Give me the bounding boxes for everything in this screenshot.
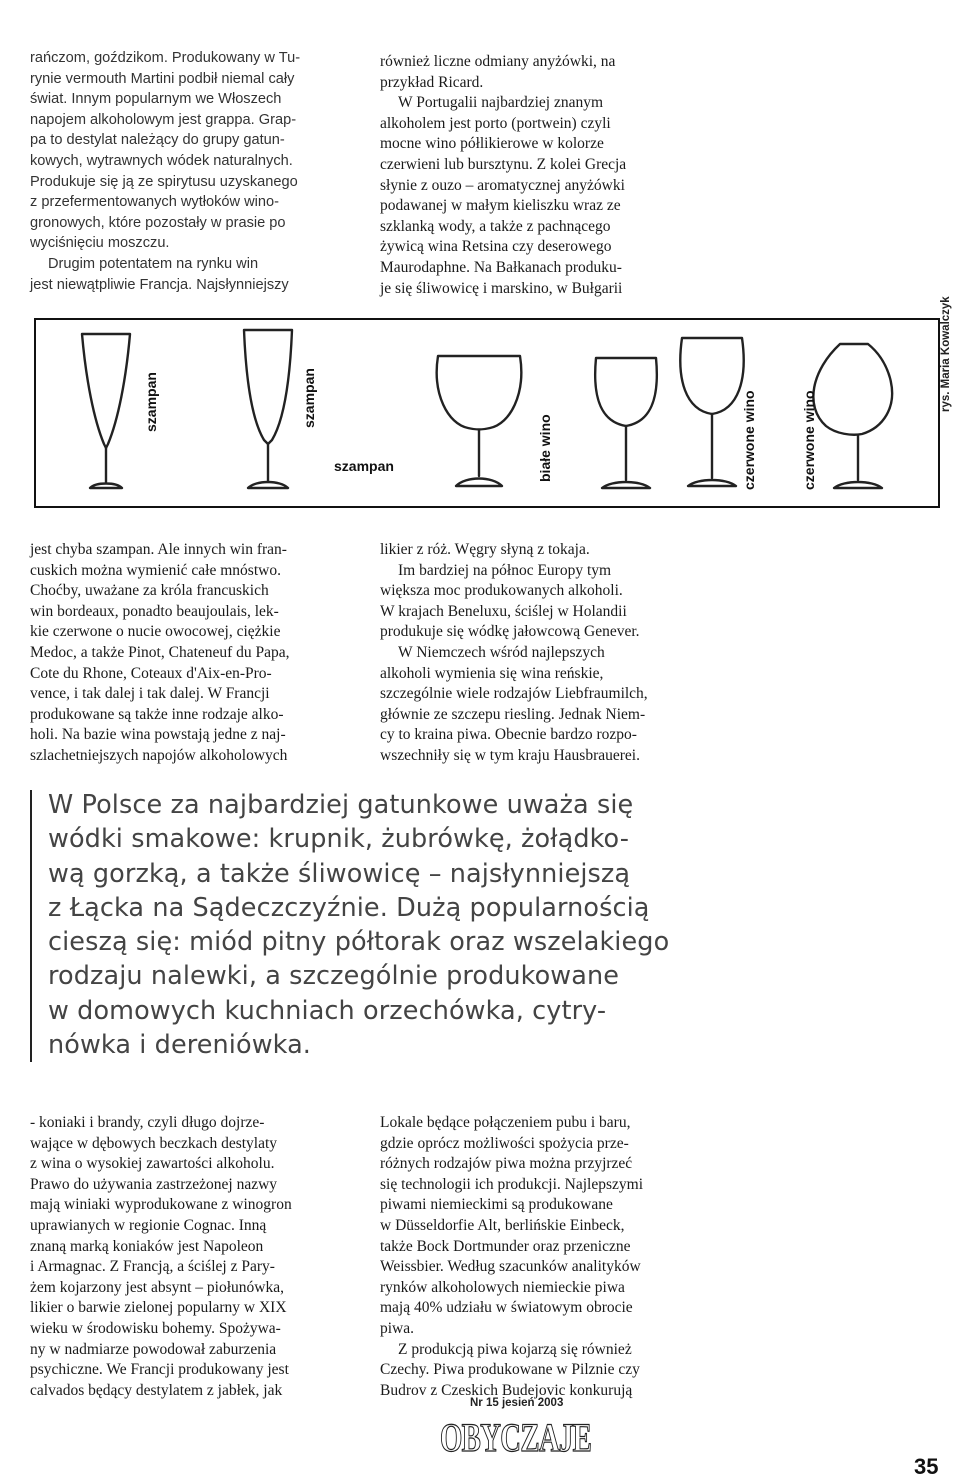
text-line: czerwieni lub bursztynu. Z kolei Grecja (380, 155, 627, 173)
pull-quote-line: z Łącka na Sądeczczyźnie. Dużą popularnością (48, 892, 650, 923)
text-line: alkoholem jest porto (portwein) czyli (380, 114, 611, 132)
text-line: napojem alkoholowym jest grappa. Grap- (30, 111, 297, 128)
text-line: mają winiaki wyprodukowane z winogron (30, 1196, 292, 1214)
article-column-top-right (380, 52, 710, 299)
text-line: vence, i tak dalej i tak dalej. W Francji (30, 685, 270, 703)
glassware-illustration (34, 318, 940, 508)
issue-info: Nr 15 jesień 2003 (470, 1397, 564, 1409)
coupe-glass-icon (437, 356, 522, 486)
text-line: znaną marką koniaków jest Napoleon (30, 1237, 264, 1255)
text-line: rynków alkoholowych niemieckie piwa (380, 1278, 625, 1296)
text-line: i Armagnac. Z Francją, a ściślej z Pary- (30, 1258, 275, 1276)
glass-label-czerwone-wino-2: czerwone wino (801, 390, 817, 490)
text-line: kowych, wytrawnych wódek naturalnych. (30, 152, 293, 169)
glasses-drawing (36, 320, 938, 506)
pull-quote-line: cieszą się: miód pitny półtorak oraz wszelakiego (48, 927, 670, 958)
text-line: pa to destylat należący do grupy gatun- (30, 132, 285, 149)
glass-label-szampan-3: szampan (334, 458, 394, 474)
pull-quote-line: wódki smakowe: krupnik, żubrówkę, żołądko- (48, 824, 630, 855)
text-line: szczególnie wiele rodzajów Liebfraumilch, (380, 685, 648, 703)
text-line: rańczom, goździkom. Produkowany w Tu- (30, 50, 301, 66)
text-line: ny w nadmiarze powodował zaburzenia (30, 1340, 277, 1358)
text-line: W krajach Beneluxu, ściślej w Holandii (380, 602, 627, 620)
text-line: piwa. (380, 1319, 415, 1337)
balloon-wine-glass-icon (813, 344, 892, 488)
text-line: głównie ze szczepu riesling. Jednak Niem- (380, 705, 646, 723)
glass-label-biale-wino: białe wino (537, 414, 553, 482)
illustration-credit: rys. Maria Kowalczyk (940, 296, 952, 412)
text-line: piwami niemieckimi są produkowane (380, 1196, 613, 1214)
text-line: szlachetniejszych napojów alkoholowych (30, 746, 288, 764)
text-line: jest niewątpliwie Francja. Najsłynniejszy (30, 276, 289, 293)
text-line: W Portugalii najbardziej znanym (398, 94, 604, 112)
text-line: także Bock Dortmunder oraz przeniczne (380, 1237, 631, 1255)
text-line: likier z róż. Węgry słyną z tokaja. (380, 541, 590, 558)
text-line: win bordeaux, ponadto beaujoulais, lek- (30, 602, 279, 620)
text-line: cuskich można wymienić całe mnóstwo. (30, 561, 281, 579)
text-line: gronowych, które pozostały w prasie po (30, 214, 286, 231)
text-line: kie czerwone o nucie owocowej, ciężkie (30, 623, 281, 641)
red-wine-glass-icon (680, 338, 743, 486)
text-line: żywicą wina Retsina czy deserowego (380, 238, 612, 256)
text-line: Prawo do używania zastrzeżonej nazwy (30, 1175, 278, 1193)
text-line: w Düsseldorfie Alt, berlińskie Einbeck, (380, 1216, 625, 1234)
article-column-bottom-left (30, 1113, 360, 1401)
text-line: Choćby, uważane za króla francuskich (30, 582, 269, 600)
text-line: wające w dębowych beczkach destylaty (30, 1134, 278, 1152)
text-line: Maurodaphne. Na Bałkanach produku- (380, 258, 622, 276)
pull-quote-line: w domowych kuchniach orzechówka, cytry- (48, 995, 607, 1026)
text-line: Produkuje się ją ze spirytusu uzyskanego (30, 173, 298, 190)
text-line: gdzie oprócz możliwości spożycia prze- (380, 1134, 629, 1152)
text-line: z przefermentowanych wytłoków wino- (30, 194, 279, 211)
text-line: Drugim potentatem na rynku win (48, 255, 259, 272)
glass-label-szampan-1: szampan (143, 372, 159, 432)
text-line: różnych rodzajów piwa można przyjrzeć (380, 1155, 633, 1173)
text-line: z wina o wysokiej zawartości alkoholu. (30, 1155, 275, 1173)
text-line: jest chyba szampan. Ale innych win fran- (30, 541, 287, 558)
text-line: uprawianych w regionie Cognac. Inną (30, 1216, 267, 1234)
text-line: większa moc produkowanych alkoholi. (380, 582, 623, 600)
magazine-logo: OBYCZAJE (440, 1415, 592, 1460)
text-line: alkoholi wymienia się wina reńskie, (380, 664, 604, 682)
text-line: Lokale będące połączeniem pubu i baru, (380, 1114, 631, 1131)
text-line: wyciśnięciu moszczu. (30, 235, 170, 252)
text-line: Im bardziej na północ Europy tym (398, 561, 612, 579)
white-wine-glass-icon (595, 358, 657, 488)
text-line: Cote du Rhone, Coteaux d'Aix-en-Pro- (30, 664, 272, 682)
text-line: psychiczne. We Francji produkowany jest (30, 1361, 289, 1379)
text-line: wszechniły się w tym kraju Hausbrauerei. (380, 746, 640, 764)
glass-label-czerwone-wino-1: czerwone wino (741, 390, 757, 490)
pull-quote-line: nówka i dereniówka. (48, 1030, 312, 1061)
text-line: Budrov z Czeskich Budejovic konkurują (380, 1381, 633, 1399)
text-line: świat. Innym popularnym we Włoszech (30, 91, 282, 108)
article-column-mid-right (380, 540, 710, 767)
text-line: się technologii ich produkcji. Najlepszymi (380, 1175, 644, 1193)
pull-quote (48, 788, 728, 1062)
flute-glass-2-icon (244, 330, 292, 488)
text-line: cy to kraina piwa. Obecnie bardzo rozpo- (380, 726, 637, 744)
text-line: rynie vermouth Martini podbił niemal cały (30, 70, 295, 87)
text-line: Medoc, a także Pinot, Chateneuf du Papa, (30, 643, 290, 661)
text-line: W Niemczech wśród najlepszych (398, 643, 605, 661)
text-line: - koniaki i brandy, czyli długo dojrze- (30, 1114, 265, 1131)
text-line: likier o barwie zielonej popularny w XIX (30, 1299, 287, 1317)
text-line: słynie z ouzo – aromatycznej anyżówki (380, 176, 625, 194)
text-line: produkuje się wódkę jałowcową Genever. (380, 623, 640, 641)
text-line: produkowane są także inne rodzaje alko- (30, 705, 284, 723)
text-line: Z produkcją piwa kojarzą się również (398, 1340, 632, 1358)
text-line: mają 40% udziału w światowym obrocie (380, 1299, 633, 1317)
text-line: Weissbier. Według szacunków analityków (380, 1258, 641, 1276)
glass-label-szampan-2: szampan (301, 368, 317, 428)
text-line: również liczne odmiany anyżówki, na (380, 53, 616, 70)
text-line: holi. Na bazie wina powstają jedne z naj- (30, 726, 286, 744)
article-column-mid-left (30, 540, 360, 767)
text-line: wieku w środowisku bohemy. Spożywa- (30, 1319, 281, 1337)
text-line: przykład Ricard. (380, 73, 484, 91)
text-line: je się śliwowicę i marskino, w Bułgarii (380, 279, 623, 297)
text-line: szklanką wody, a także z pachnącego (380, 217, 611, 235)
page-number: 35 (914, 1454, 939, 1479)
pull-quote-rule (30, 790, 32, 1062)
text-line: podawanej w małym kieliszku wraz ze (380, 197, 621, 215)
article-column-bottom-right (380, 1113, 710, 1401)
pull-quote-line: wą gorzką, a także śliwowicę – najsłynniejszą (48, 858, 631, 889)
pull-quote-line: rodzaju nalewki, a szczególnie produkowane (48, 961, 620, 992)
flute-glass-1-icon (82, 334, 130, 488)
pull-quote-line: W Polsce za najbardziej gatunkowe uważa się (48, 790, 634, 820)
article-column-top-left (30, 48, 356, 295)
text-line: calvados będący destylatem z jabłek, jak (30, 1381, 283, 1399)
text-line: żem kojarzony jest absynt – piołunówka, (30, 1278, 284, 1296)
text-line: Czechy. Piwa produkowane w Pilznie czy (380, 1361, 640, 1379)
text-line: mocne wino półlikierowe w kolorze (380, 135, 604, 153)
